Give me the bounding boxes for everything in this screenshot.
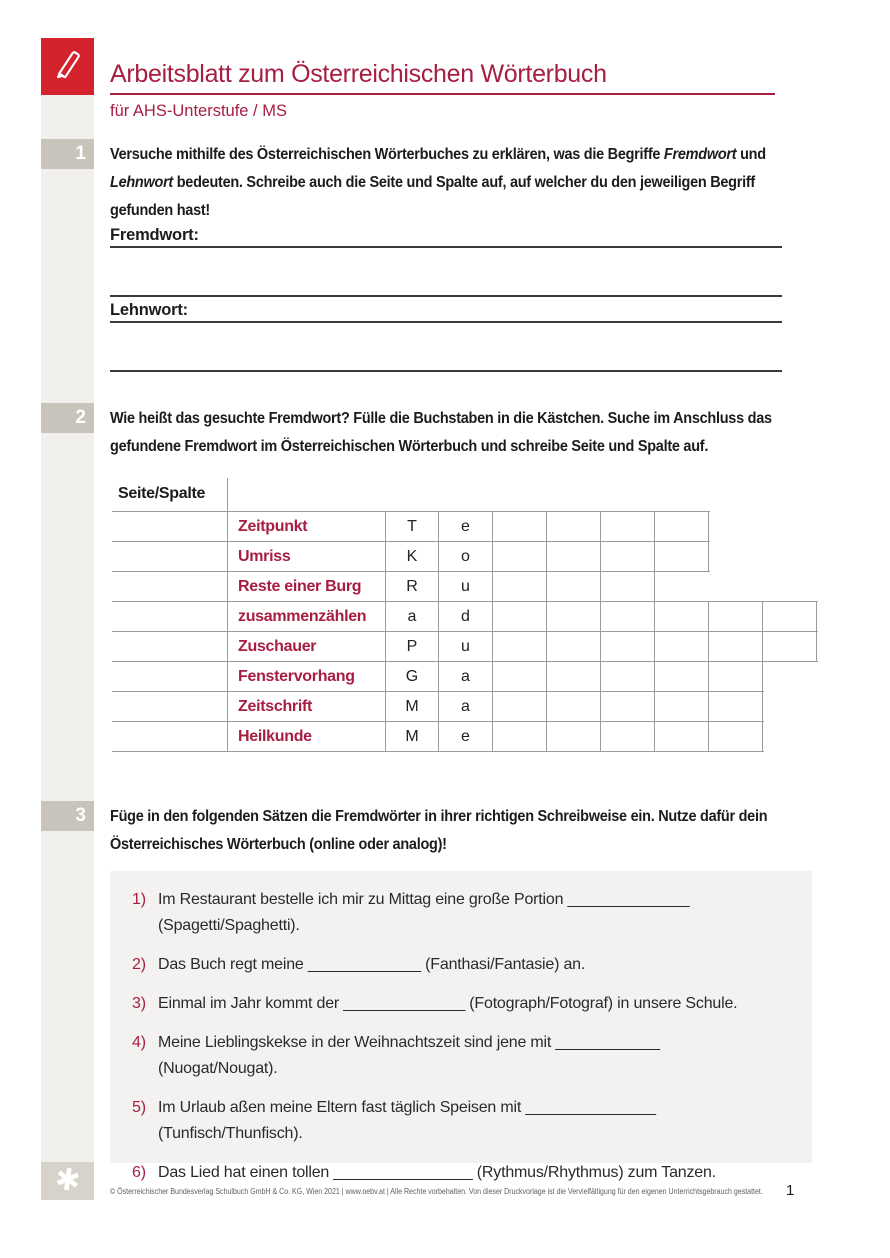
letter-cell — [493, 512, 547, 541]
letter-cell: e — [439, 722, 493, 751]
sentence-text — [158, 1160, 716, 1186]
clue-cell: Zuschauer — [238, 637, 317, 655]
sentence-line: Einmal im Jahr kommt der ______________ (Fotograph/Fotograf) in unsere Schule. — [158, 995, 738, 1012]
letter-cell: T — [385, 512, 439, 541]
letter-cell — [709, 662, 763, 691]
sentence-item — [132, 1030, 812, 1082]
clue-cell: Fenstervorhang — [238, 667, 355, 685]
fremdwort-answer-line-2 — [110, 295, 782, 297]
letter-cell — [547, 632, 601, 661]
sentence-text — [158, 991, 737, 1017]
task1-number-badge: 1 — [41, 139, 94, 169]
left-rail — [41, 95, 94, 1162]
table-row — [112, 632, 818, 661]
letter-cell — [655, 662, 709, 691]
sentence-number: 5) — [132, 1099, 146, 1116]
sentence-line: Im Restaurant bestelle ich mir zu Mittag eine große Portion ______________ — [158, 891, 690, 908]
oebv-logo-icon: ✱ — [52, 1162, 83, 1199]
letter-cell: a — [439, 662, 493, 691]
clue-cell: Zeitschrift — [238, 697, 313, 715]
sentence-number: 2) — [132, 956, 146, 973]
letter-cell — [493, 692, 547, 721]
seite-spalte-cell — [112, 632, 228, 661]
task1-instructions — [110, 141, 784, 225]
seite-spalte-header: Seite/Spalte — [112, 478, 228, 511]
letter-cell — [493, 542, 547, 571]
footer-badge — [41, 1162, 94, 1200]
letter-cell: u — [439, 632, 493, 661]
task3-number-badge: 3 — [41, 801, 94, 831]
table-row — [112, 692, 818, 721]
sentence-number: 4) — [132, 1034, 146, 1051]
letter-cell: R — [385, 572, 439, 601]
sentence-line: Das Buch regt meine _____________ (Fanthasi/Fantasie) an. — [158, 956, 586, 973]
lehnwort-answer-line-2 — [110, 370, 782, 372]
letter-cell — [763, 602, 817, 631]
task1-text-part: bedeuten. Schreibe auch die Seite und Spalte auf, auf welcher du den jeweiligen Begriff gefunden hast! — [110, 174, 755, 219]
clue-cell: Reste einer Burg — [238, 577, 362, 595]
header-badge — [41, 38, 94, 95]
sentence-text — [158, 887, 689, 939]
seite-spalte-cell — [112, 572, 228, 601]
letter-cell — [493, 722, 547, 751]
letter-cell: M — [385, 722, 439, 751]
sentence-item — [132, 887, 812, 939]
letter-cell — [547, 722, 601, 751]
sentence-item — [132, 1160, 812, 1186]
letter-cell — [493, 572, 547, 601]
seite-spalte-cell — [112, 662, 228, 691]
sentence-item — [132, 1095, 812, 1147]
letter-cell — [655, 632, 709, 661]
letter-cell — [547, 692, 601, 721]
title-underline — [110, 93, 775, 95]
letter-cell: a — [439, 692, 493, 721]
task1-term-fremdwort: Fremdwort — [663, 146, 737, 163]
seite-spalte-cell — [112, 512, 228, 541]
clue-cell: Umriss — [238, 547, 291, 565]
sentence-text — [158, 1030, 660, 1082]
letter-cell — [655, 692, 709, 721]
letter-cell — [493, 602, 547, 631]
letter-cell — [763, 632, 817, 661]
lehnwort-answer-line — [110, 301, 782, 323]
table-line — [112, 751, 764, 752]
letter-cell — [601, 602, 655, 631]
letter-cell: o — [439, 542, 493, 571]
letter-cell: d — [439, 602, 493, 631]
table-row — [112, 512, 818, 541]
fremdwort-answer-line — [110, 226, 782, 248]
seite-spalte-cell — [112, 602, 228, 631]
letter-table-rows — [112, 511, 818, 752]
sentence-number: 1) — [132, 891, 146, 908]
sentence-item — [132, 952, 812, 978]
letter-cell — [601, 722, 655, 751]
letter-cell: P — [385, 632, 439, 661]
letter-table-header — [112, 478, 818, 511]
sentence-item — [132, 991, 812, 1017]
letter-cell — [709, 602, 763, 631]
letter-cell — [601, 572, 655, 601]
task2-instructions: Wie heißt das gesuchte Fremdwort? Fülle die Buchstaben in die Kästchen. Suche im Anschluss das gefundene Fremdwort im Österreichischen Wörterbuch und schreibe Seite und Spalte auf. — [110, 410, 772, 455]
sentence-number: 3) — [132, 995, 146, 1012]
letter-cell — [655, 722, 709, 751]
sentence-line: (Tunfisch/Thunfisch). — [158, 1125, 303, 1142]
letter-cell: K — [385, 542, 439, 571]
clue-cell: Zeitpunkt — [238, 517, 308, 535]
fill-in-sentences-panel — [110, 871, 812, 1181]
table-row — [112, 542, 818, 571]
letter-cell — [601, 692, 655, 721]
letter-cell — [655, 512, 709, 541]
sentence-line: Meine Lieblingskekse in der Weihnachtszeit sind jene mit ____________ — [158, 1034, 660, 1051]
letter-cell — [655, 542, 709, 571]
clue-cell: Heilkunde — [238, 727, 312, 745]
sentence-line: Das Lied hat einen tollen ________________ (Rythmus/Rhythmus) zum Tanzen. — [158, 1164, 716, 1181]
copyright-text: © Österreichischer Bundesverlag Schulbuch GmbH & Co. KG, Wien 2021 | www.oebv.at | Alle Rechte vorbehalten. Von dieser Druckvorlage ist die Vervielfältigung für den eigenen Unterrichtsgebrauch gestattet. — [110, 1187, 763, 1196]
sentence-line: (Spagetti/Spaghetti). — [158, 917, 300, 934]
letter-cell — [547, 602, 601, 631]
seite-spalte-cell — [112, 692, 228, 721]
fremdwort-label: Fremdwort: — [110, 226, 199, 244]
letter-cell — [601, 662, 655, 691]
letter-cell — [601, 512, 655, 541]
letter-cell — [547, 512, 601, 541]
lehnwort-label: Lehnwort: — [110, 301, 188, 319]
letter-cell: a — [385, 602, 439, 631]
letter-table — [112, 478, 818, 752]
letter-cell — [709, 722, 763, 751]
sentence-number: 6) — [132, 1164, 146, 1181]
task3-instructions: Füge in den folgenden Sätzen die Fremdwörter in ihrer richtigen Schreibweise ein. Nutze dafür dein Österreichisches Wörterbuch (online oder analog)! — [110, 808, 768, 853]
sentence-line: (Nuogat/Nougat). — [158, 1060, 278, 1077]
letter-cell — [709, 692, 763, 721]
table-row — [112, 662, 818, 691]
seite-spalte-cell — [112, 722, 228, 751]
pencil-icon — [51, 44, 85, 89]
letter-cell — [547, 662, 601, 691]
task1-term-lehnwort: Lehnwort — [110, 174, 173, 191]
sentence-text — [158, 1095, 656, 1147]
letter-cell: e — [439, 512, 493, 541]
letter-cell: M — [385, 692, 439, 721]
letter-cell: u — [439, 572, 493, 601]
clue-cell: zusammenzählen — [238, 607, 367, 625]
task1-text-part: und — [736, 146, 766, 163]
letter-cell — [601, 632, 655, 661]
letter-cell: G — [385, 662, 439, 691]
task2-number-badge: 2 — [41, 403, 94, 433]
table-row — [112, 572, 818, 601]
sentence-text — [158, 952, 585, 978]
letter-cell — [493, 632, 547, 661]
table-row — [112, 602, 818, 631]
page-subtitle: für AHS-Unterstufe / MS — [110, 102, 287, 120]
page-title: Arbeitsblatt zum Österreichischen Wörterbuch — [110, 60, 607, 88]
table-row — [112, 722, 818, 751]
task1-text-part: Versuche mithilfe des Österreichischen Wörterbuches zu erklären, was die Begriffe — [110, 146, 664, 163]
letter-cell — [655, 602, 709, 631]
page-number: 1 — [786, 1182, 795, 1199]
seite-spalte-cell — [112, 542, 228, 571]
letter-cell — [547, 572, 601, 601]
sentence-line: Im Urlaub aßen meine Eltern fast täglich Speisen mit _______________ — [158, 1099, 656, 1116]
letter-cell — [493, 662, 547, 691]
letter-cell — [601, 542, 655, 571]
letter-cell — [547, 542, 601, 571]
letter-cell — [709, 632, 763, 661]
